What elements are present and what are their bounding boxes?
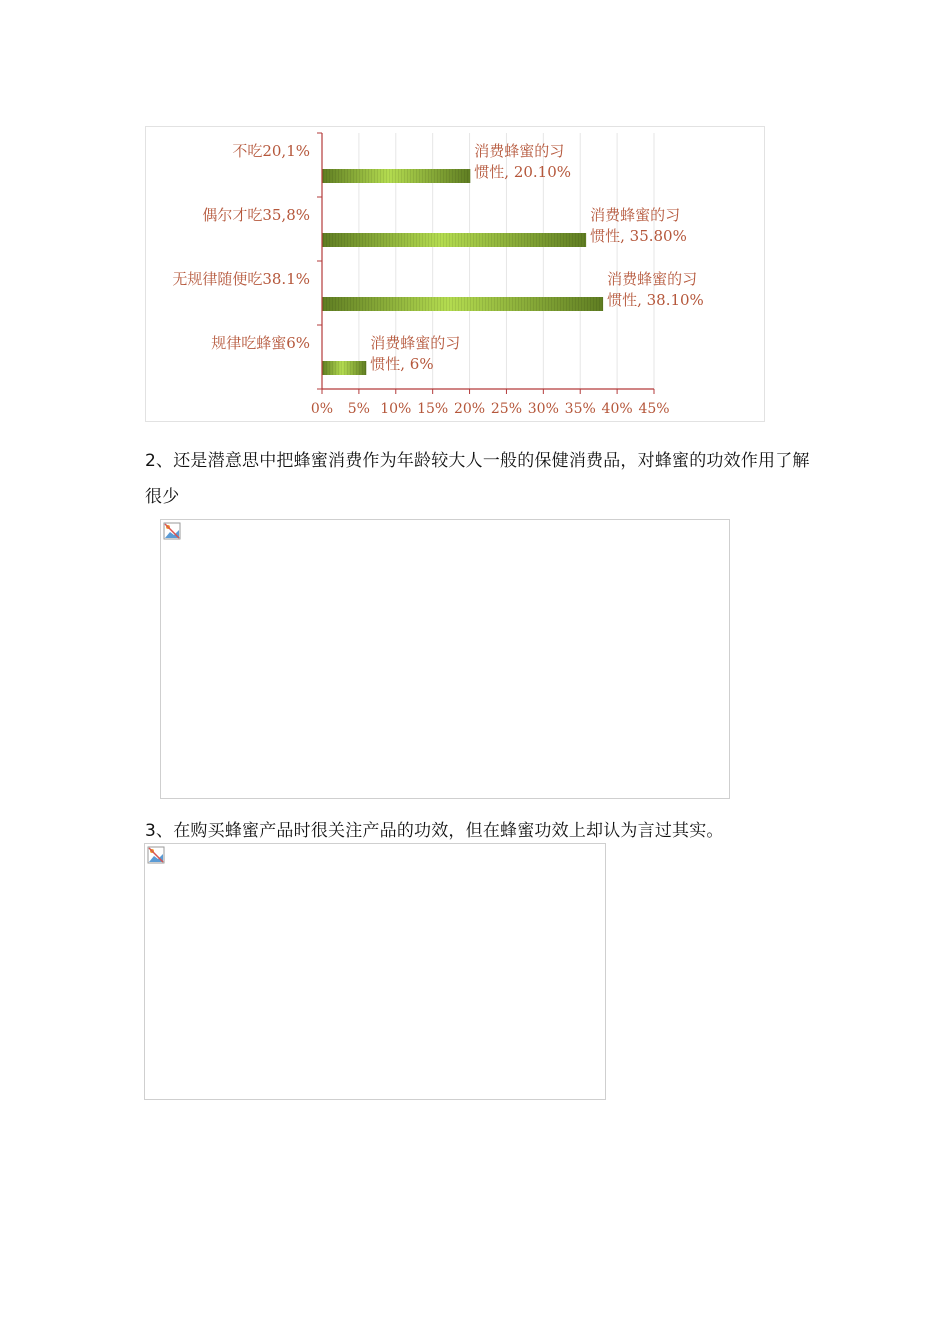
broken-image-icon bbox=[147, 846, 165, 864]
data-label: 惯性, 35.80% bbox=[590, 227, 687, 245]
bar-texture bbox=[322, 169, 470, 183]
image-placeholder-1 bbox=[160, 519, 730, 799]
category-label: 偶尔才吃35,8% bbox=[202, 206, 310, 224]
x-tick-label: 5% bbox=[347, 401, 370, 417]
data-label: 消费蜂蜜的习 bbox=[474, 142, 565, 160]
x-tick-label: 40% bbox=[601, 401, 633, 417]
paragraph-3: 3、在购买蜂蜜产品时很关注产品的功效，但在蜂蜜功效上却认为言过其实。 bbox=[145, 821, 724, 841]
category-label: 无规律随便吃38.1% bbox=[172, 270, 310, 288]
bar-chart bbox=[145, 126, 765, 422]
x-tick-label: 45% bbox=[638, 401, 670, 417]
bar-texture bbox=[322, 297, 603, 311]
x-tick-label: 15% bbox=[417, 401, 449, 417]
paragraph-2: 2、还是潜意思中把蜂蜜消费作为年龄较大人一般的保健消费品，对蜂蜜的功效作用了解很少 bbox=[145, 451, 810, 507]
x-tick-label: 0% bbox=[310, 401, 334, 417]
x-tick-label: 20% bbox=[453, 401, 486, 417]
chart-svg bbox=[146, 127, 766, 423]
data-label: 消费蜂蜜的习 bbox=[607, 270, 698, 288]
labels bbox=[172, 142, 703, 417]
bar-texture bbox=[322, 233, 586, 247]
broken-image-icon bbox=[163, 522, 181, 540]
x-tick-label: 25% bbox=[490, 401, 523, 417]
x-tick-label: 35% bbox=[564, 401, 596, 417]
data-label: 惯性, 38.10% bbox=[607, 291, 704, 309]
x-tick-label: 30% bbox=[527, 401, 559, 417]
category-label: 不吃20,1% bbox=[232, 142, 310, 160]
data-label: 消费蜂蜜的习 bbox=[590, 206, 681, 224]
data-label: 惯性, 6% bbox=[370, 355, 434, 373]
data-label: 惯性, 20.10% bbox=[474, 163, 572, 181]
image-placeholder-2 bbox=[144, 843, 606, 1100]
category-label: 规律吃蜂蜜6% bbox=[211, 334, 310, 352]
bars bbox=[322, 169, 603, 375]
x-tick-label: 10% bbox=[380, 401, 412, 417]
bar-texture bbox=[322, 361, 366, 375]
data-label: 消费蜂蜜的习 bbox=[370, 334, 461, 352]
